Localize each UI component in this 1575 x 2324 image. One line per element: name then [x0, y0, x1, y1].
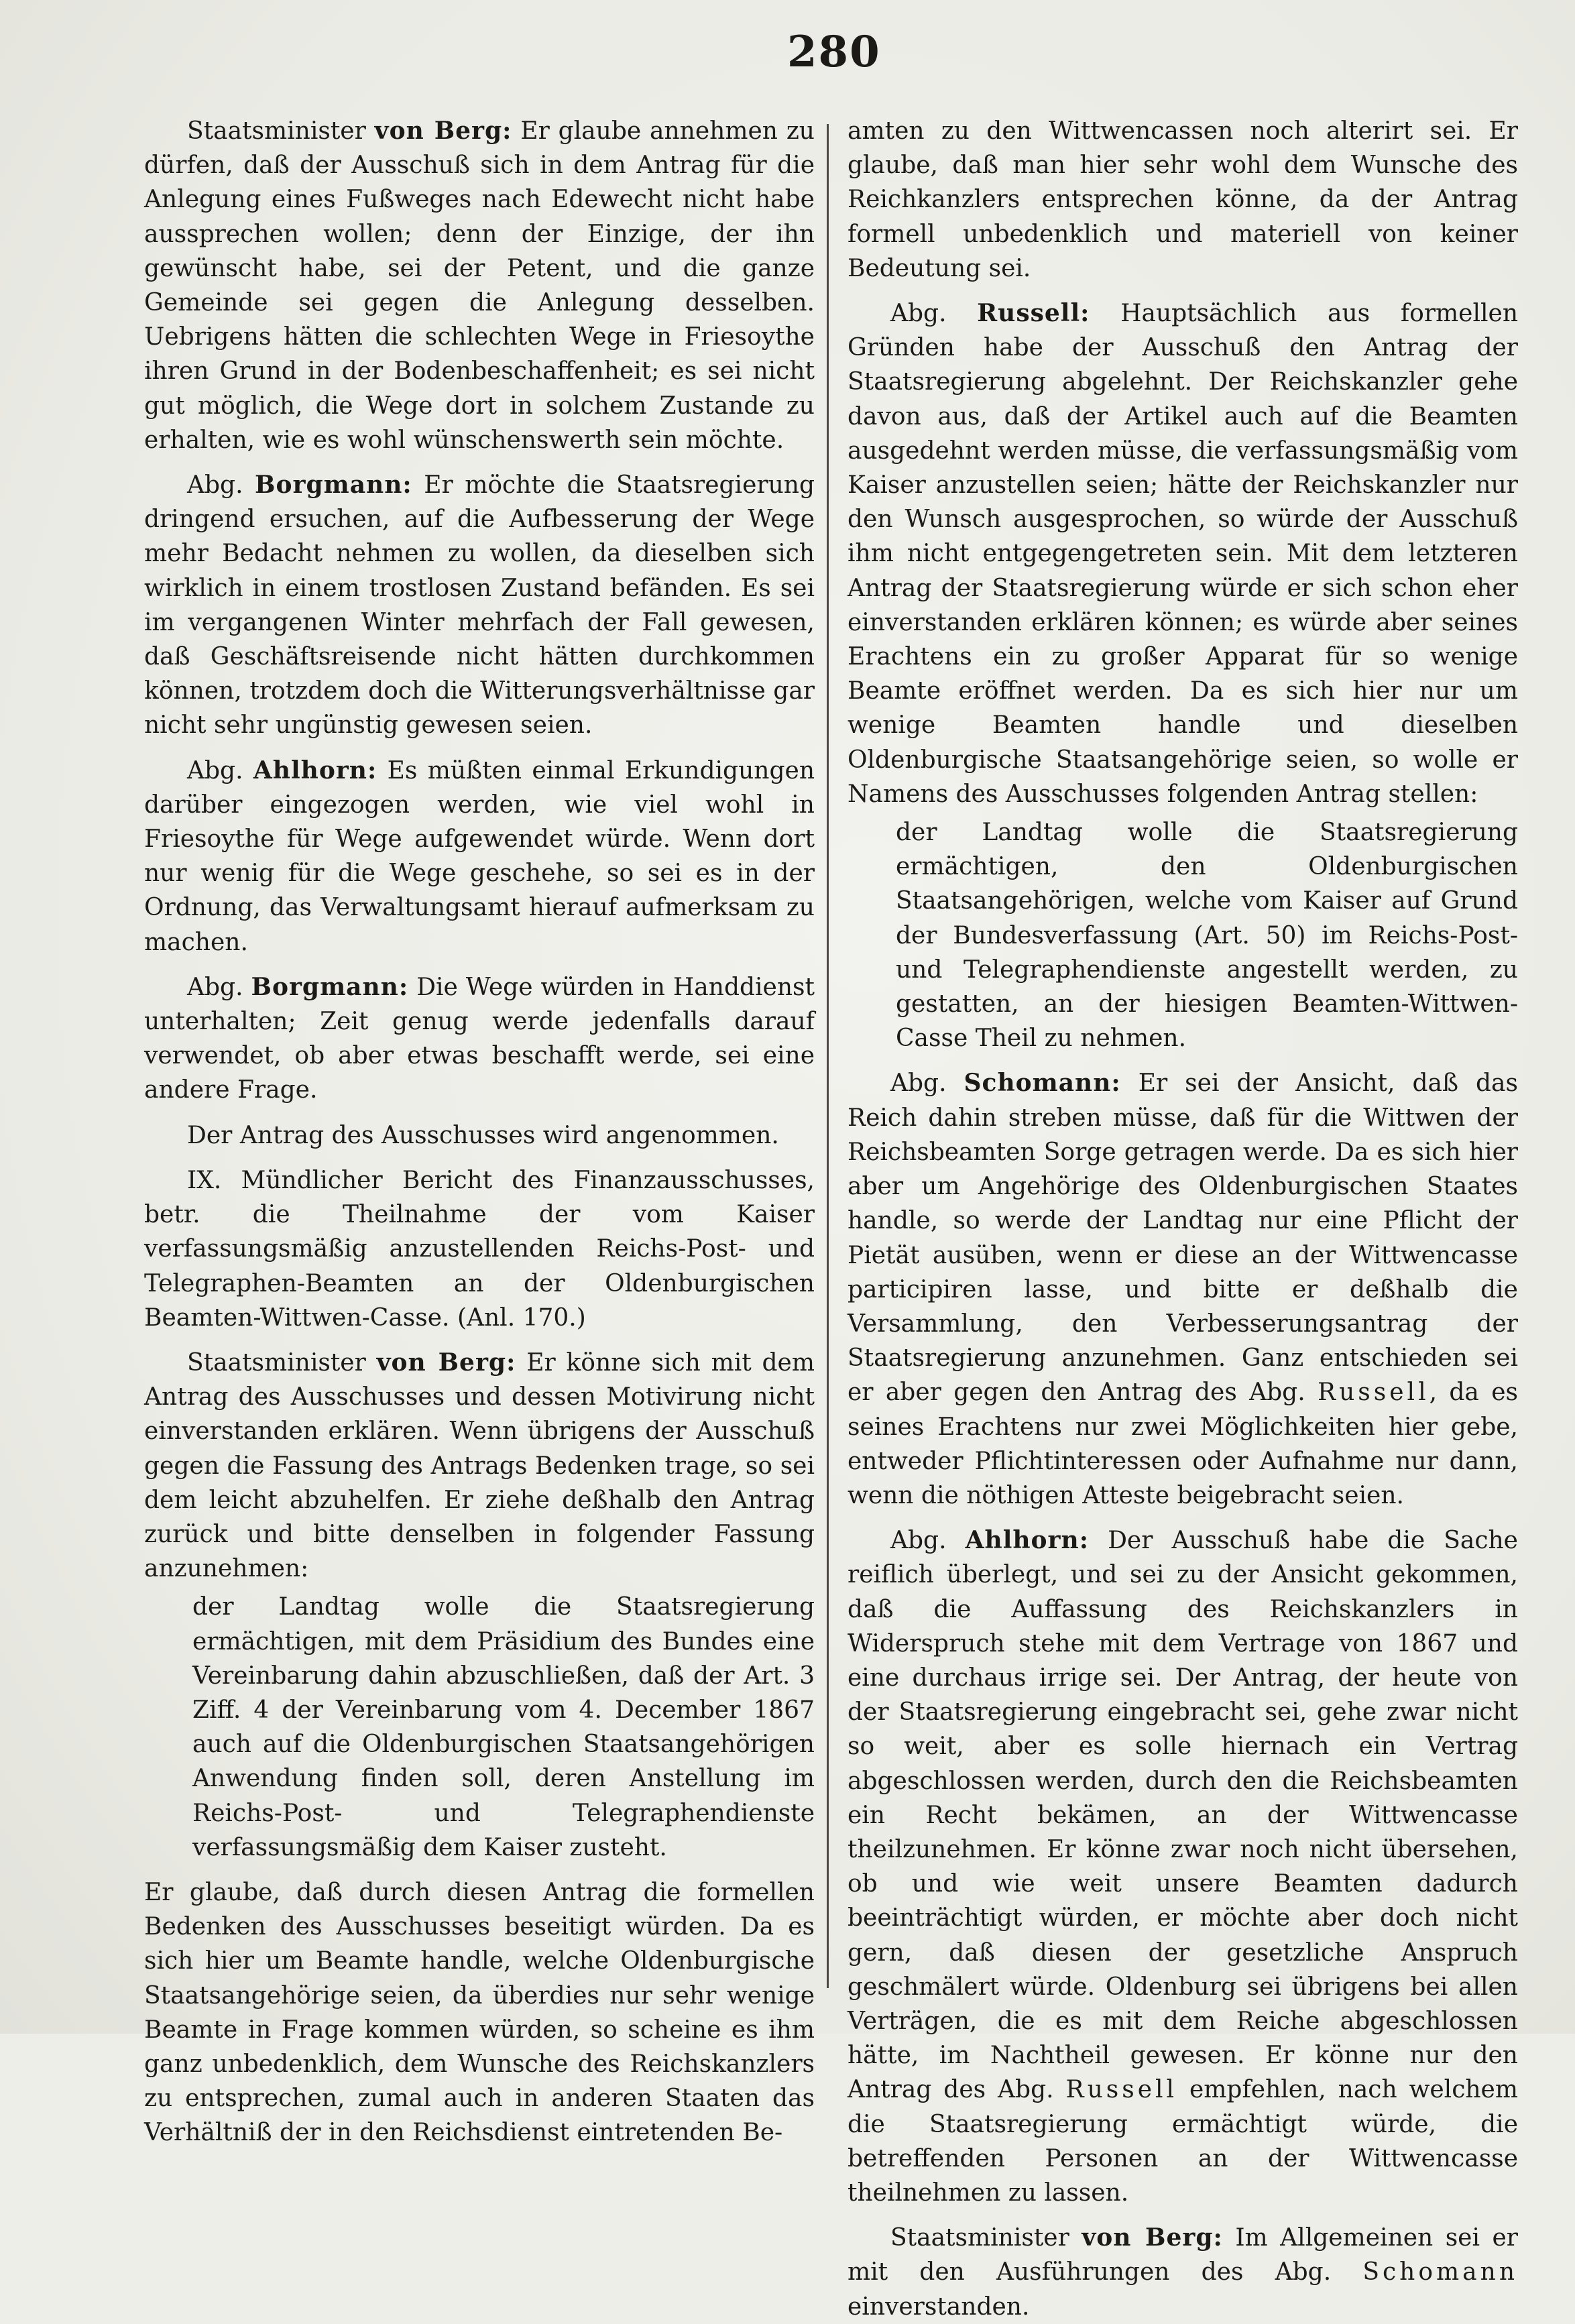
speaker-name: von Berg: [374, 117, 512, 145]
speaker-name: Ahlhorn: [253, 756, 377, 785]
spaced-name: Schomann [1362, 2258, 1518, 2286]
left-column [144, 114, 815, 2150]
speech-text: Der Ausschuß habe die Sache reiflich überlegt, und sei zu der Ansicht gekommen, daß die Auffassung des Reichskanzlers in Widerspruch stehe mit dem Vertrage von 1867 und eine durchaus irrige sei. Der Antrag, der heute von der Staatsregierung eingebracht sei, gehe zwar nicht so weit, aber es solle hiernach ein Vertrag abgeschlossen werden, durch den die Reichsbeamten ein Recht bekämen, an der Wittwencasse theilzunehmen. Er könne zwar noch nicht übersehen, ob und wie weit unsere Beamten dadurch beeinträchtigt würden, er möchte aber doch nicht gern, daß diesen der gesetzliche Anspruch geschmälert würde. Oldenburg sei übrigens bei allen Verträgen, die es mit dem Reiche abgeschlossen hätte, im Nachtheil gewesen. Er könne nur den Antrag des Abg. [848, 1527, 1518, 2104]
speaker-name: Ahlhorn: [965, 1526, 1089, 1555]
paragraph-ahlhorn-2 [848, 1523, 1518, 2210]
paragraph-ahlhorn-1 [144, 754, 815, 960]
speaker-role: Abg. [187, 756, 243, 785]
speaker-name: Russell: [977, 299, 1090, 328]
speaker-role: Staatsminister [890, 2224, 1069, 2252]
speaker-role: Abg. [890, 1069, 947, 1098]
right-column [848, 114, 1518, 2324]
spaced-name: Russell [1065, 2076, 1178, 2104]
paragraph-vonberg-3 [848, 2221, 1518, 2324]
speech-text: Hauptsächlich aus formellen Gründen habe der Ausschuß den Antrag der Staatsregierung abgelehnt. Der Reichskanzler gehe davon aus, daß der Artikel auch auf die Beamten ausgedehnt werden müsse, die verfassungsmäßig vom Kaiser anzustellen seien; hätte der Reichskanzler nur den Wunsch ausgesprochen, so würde der Ausschuß ihm nicht entgegengetreten sein. Mit dem letzteren Antrag der Staatsregierung würde er sich schon eher einverstanden erklären können; es würde aber seines Erachtens ein zu großer Apparat für so wenige Beamte eröffnet werden. Da es sich hier nur um wenige Beamten handle und dieselben Oldenburgische Staatsangehörige seien, so wolle er Namens des Ausschusses folgenden Antrag stellen: [848, 300, 1518, 808]
speech-text: , da es seines Erachtens nur zwei Möglichkeiten hier gebe, entweder Pflichtinteressen oder Aufnahme nur dann, wenn die nöthigen Atteste beigebracht seien. [848, 1379, 1518, 1509]
speaker-role: Staatsminister [187, 1348, 366, 1377]
agenda-item-heading: IX. Mündlicher Bericht des Finanzausschusses, betr. die Theilnahme der vom Kaiser verfassungsmäßig anzustellenden Reichs-Post- und Telegraphen-Beamten an der Oldenburgischen Beamten-Wittwen-Casse. (Anl. 170.) [144, 1166, 815, 1332]
speaker-name: Borgmann: [255, 471, 412, 500]
paragraph-borgmann-2 [144, 970, 815, 1108]
speaker-role: Abg. [187, 471, 243, 500]
spaced-name: Russell [1318, 1379, 1430, 1407]
speech-text: einverstanden. [848, 2292, 1030, 2321]
paragraph-russell-1 [848, 296, 1518, 811]
speech-text: empfehlen, nach welchem die Staatsregierung ermächtigt würde, die betreffenden Personen an der Wittwencasse theilnehmen zu lassen. [848, 2076, 1518, 2207]
speech-text: Im Allgemeinen sei er mit den Ausführungen des Abg. [848, 2224, 1518, 2286]
paragraph-schomann-1 [848, 1066, 1518, 1513]
paragraph-vonberg-1 [144, 114, 815, 457]
speaker-role: Abg. [890, 300, 947, 328]
page-number: 280 [787, 27, 881, 77]
resolution-line: Der Antrag des Ausschusses wird angenommen. [187, 1121, 779, 1149]
speaker-role: Abg. [187, 973, 243, 1001]
speech-text: Er könne sich mit dem Antrag des Ausschusses und dessen Motivirung nicht einverstanden erklären. Wenn übrigens der Ausschuß gegen die Fassung des Antrags Bedenken trage, so sei dem leicht abzuhelfen. Er ziehe deßhalb den Antrag zurück und bitte denselben in folgender Fassung anzunehmen: [144, 1348, 815, 1583]
speech-text: Es müßten einmal Erkundigungen darüber eingezogen werden, wie viel wohl in Friesoythe für Wege aufgewendet würde. Wenn dort nur wenig für die Wege geschehe, so sei es in der Ordnung, das Verwaltungsamt hierauf aufmerksam zu machen. [144, 756, 815, 956]
proposal-text-russell: der Landtag wolle die Staatsregierung ermächtigen, den Oldenburgischen Staatsangehörigen, welche vom Kaiser auf Grund der Bundesverfassung (Art. 50) im Reichs-Post- und Telegraphendienste angestellt werden, zu gestatten, an der hiesigen Beamten-Wittwen-Casse Theil zu nehmen. [896, 819, 1518, 1053]
paragraph-continuation: Er glaube, daß durch diesen Antrag die formellen Bedenken des Ausschusses beseitigt würden. Da es sich hier um Beamte handle, welche Oldenburgische Staatsangehörige seien, da überdies nur sehr wenige Beamte in Frage kommen würden, so scheine es ihm ganz unbedenklich, dem Wunsche des Reichskanzlers zu entsprechen, zumal auch in anderen Staaten das Verhältniß der in den Reichsdienst eintretenden Be- [144, 1878, 815, 2147]
speaker-name: von Berg: [376, 1348, 516, 1377]
proposal-text: der Landtag wolle die Staatsregierung ermächtigen, mit dem Präsidium des Bundes eine Vereinbarung dahin abzuschließen, daß der Art. 3 Ziff. 4 der Vereinbarung vom 4. December 1867 auch auf die Oldenburgischen Staatsangehörigen Anwendung finden soll, deren Anstellung im Reichs-Post- und Telegraphendienste verfassungsmäßig dem Kaiser zusteht. [192, 1593, 815, 1861]
paragraph-continued: amten zu den Wittwencassen noch alterirt sei. Er glaube, daß man hier sehr wohl dem Wunsche des Reichkanzlers entsprechen könne, da der Antrag formell unbedenklich und materiell von keiner Bedeutung sei. [848, 117, 1518, 282]
speech-text: Er sei der Ansicht, daß das Reich dahin streben müsse, daß für die Wittwen der Reichsbeamten Sorge getragen werde. Da es sich hier aber um Angehörige des Oldenburgischen Staates handle, so werde der Landtag nur eine Pflicht der Pietät ausüben, wenn er diese an der Wittwencasse participiren lasse, und bitte er deßhalb die Versammlung, den Verbesserungsantrag der Staatsregierung anzunehmen. Ganz entschieden sei er aber gegen den Antrag des Abg. [848, 1069, 1518, 1407]
speech-text: Die Wege würden in Handdienst unterhalten; Zeit genug werde jedenfalls darauf verwendet, ob aber etwas beschafft werde, sei eine andere Frage. [144, 973, 815, 1104]
speech-text: Er glaube annehmen zu dürfen, daß der Ausschuß sich in dem Antrag für die Anlegung eines Fußweges nach Edewecht nicht habe aussprechen wollen; denn der Einzige, der ihn gewünscht habe, sei der Petent, und die ganze Gemeinde sei gegen die Anlegung desselben. Uebrigens hätten die schlechten Wege in Friesoythe ihren Grund in der Bodenbeschaffenheit; es sei nicht gut möglich, die Wege dort in solchem Zustande zu erhalten, wie es wohl wünschenswerth sein möchte. [144, 117, 815, 454]
paragraph-borgmann-1 [144, 468, 815, 743]
speaker-role: Abg. [890, 1527, 947, 1555]
column-divider [827, 124, 829, 1988]
speech-text: Er möchte die Staatsregierung dringend ersuchen, auf die Aufbesserung der Wege mehr Bedacht nehmen zu wollen, da dieselben sich wirklich in einem trostlosen Zustand befänden. Es sei im vergangenen Winter mehrfach der Fall gewesen, daß Geschäftsreisende nicht hätten durchkommen können, trotzdem doch die Witterungsverhältnisse gar nicht sehr ungünstig gewesen seien. [144, 471, 815, 740]
speaker-role: Staatsminister [187, 117, 366, 145]
speaker-name: Schomann: [964, 1069, 1121, 1098]
speaker-name: von Berg: [1082, 2223, 1223, 2252]
speaker-name: Borgmann: [251, 972, 409, 1001]
paragraph-vonberg-2 [144, 1346, 815, 1586]
